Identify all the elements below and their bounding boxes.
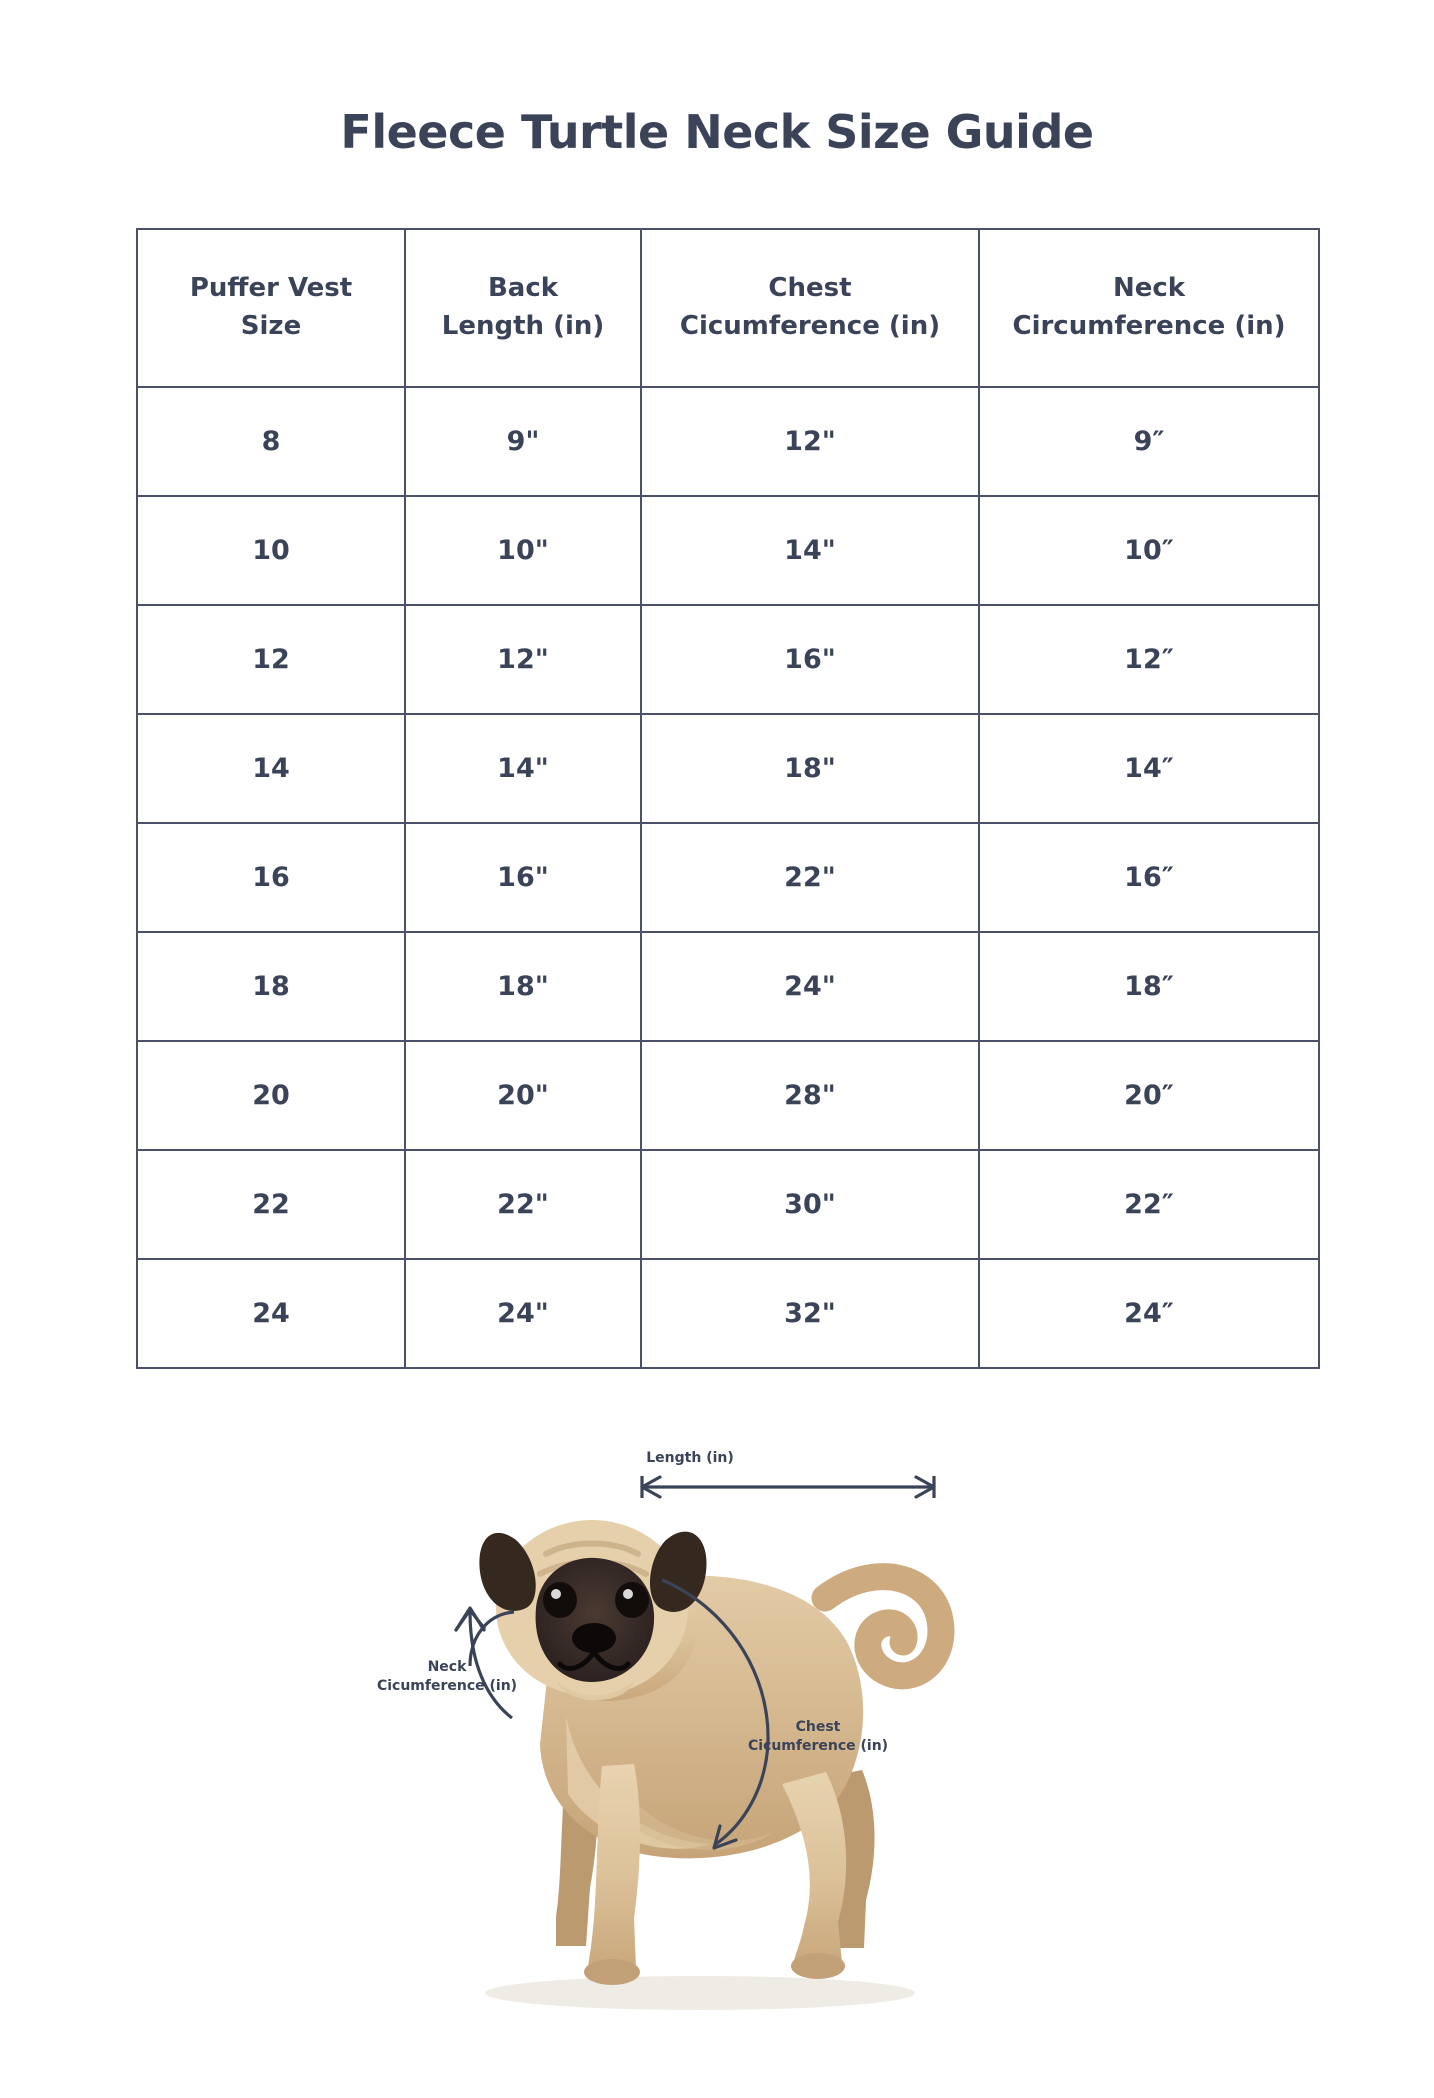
table-body [137,387,1319,1368]
column-header-line1: Chest [768,273,852,304]
table-row [137,932,1319,1041]
label-chest-line2: Cicumference (in) [747,1737,889,1754]
cell-back-length: 18" [405,932,641,1041]
measurement-diagram [0,1430,1434,2070]
column-header-line1: Neck [1112,273,1186,304]
cell-back-length: 20" [405,1041,641,1150]
label-neck-line2: Cicumference (in) [376,1677,518,1694]
cell-back-length: 14" [405,714,641,823]
cell-size: 12 [137,605,405,714]
cell-neck: 22″ [979,1150,1319,1259]
cell-chest: 24" [641,932,979,1041]
cell-size: 10 [137,496,405,605]
column-header-puffer-vest-size [137,229,405,387]
cell-size: 20 [137,1041,405,1150]
cell-size: 18 [137,932,405,1041]
cell-neck: 9″ [979,387,1319,496]
cell-neck: 20″ [979,1041,1319,1150]
column-header-line2: Circumference (in) [1012,311,1286,341]
column-header-line1: Puffer Vest [189,273,353,304]
column-header-line2: Length (in) [441,311,605,341]
cell-back-length: 16" [405,823,641,932]
label-chest-circumference [748,1718,888,1756]
label-length: Length (in) [646,1450,734,1466]
label-neck-line1: Neck [427,1659,467,1675]
column-header-line2: Size [240,311,302,341]
cell-neck: 24″ [979,1259,1319,1368]
cell-chest: 28" [641,1041,979,1150]
table-row [137,1150,1319,1259]
cell-back-length: 22" [405,1150,641,1259]
cell-chest: 16" [641,605,979,714]
cell-chest: 12" [641,387,979,496]
chest-arc [662,1580,768,1844]
cell-chest: 30" [641,1150,979,1259]
cell-size: 16 [137,823,405,932]
cell-size: 14 [137,714,405,823]
cell-chest: 22" [641,823,979,932]
table-row [137,605,1319,714]
table-row [137,496,1319,605]
label-neck-circumference [377,1658,517,1696]
cell-chest: 14" [641,496,979,605]
cell-neck: 12″ [979,605,1319,714]
cell-neck: 14″ [979,714,1319,823]
table-row [137,387,1319,496]
size-chart-table [136,228,1320,1369]
column-header-neck-circumference [979,229,1319,387]
table-header-row [137,229,1319,387]
cell-chest: 18" [641,714,979,823]
cell-back-length: 10" [405,496,641,605]
table-row [137,714,1319,823]
label-chest-line1: Chest [795,1719,841,1735]
table-row [137,823,1319,932]
table-row [137,1041,1319,1150]
cell-size: 8 [137,387,405,496]
column-header-line2: Cicumference (in) [679,311,941,341]
column-header-chest-circumference [641,229,979,387]
column-header-back-length [405,229,641,387]
measurement-arrows [0,1430,1434,2070]
cell-size: 22 [137,1150,405,1259]
length-arrow [642,1476,934,1498]
cell-back-length: 24" [405,1259,641,1368]
page-title: Fleece Turtle Neck Size Guide [340,105,1094,159]
cell-size: 24 [137,1259,405,1368]
cell-neck: 18″ [979,932,1319,1041]
cell-back-length: 12" [405,605,641,714]
cell-chest: 32" [641,1259,979,1368]
cell-neck: 16″ [979,823,1319,932]
column-header-line1: Back [487,273,559,304]
table-row [137,1259,1319,1368]
cell-neck: 10″ [979,496,1319,605]
cell-back-length: 9" [405,387,641,496]
